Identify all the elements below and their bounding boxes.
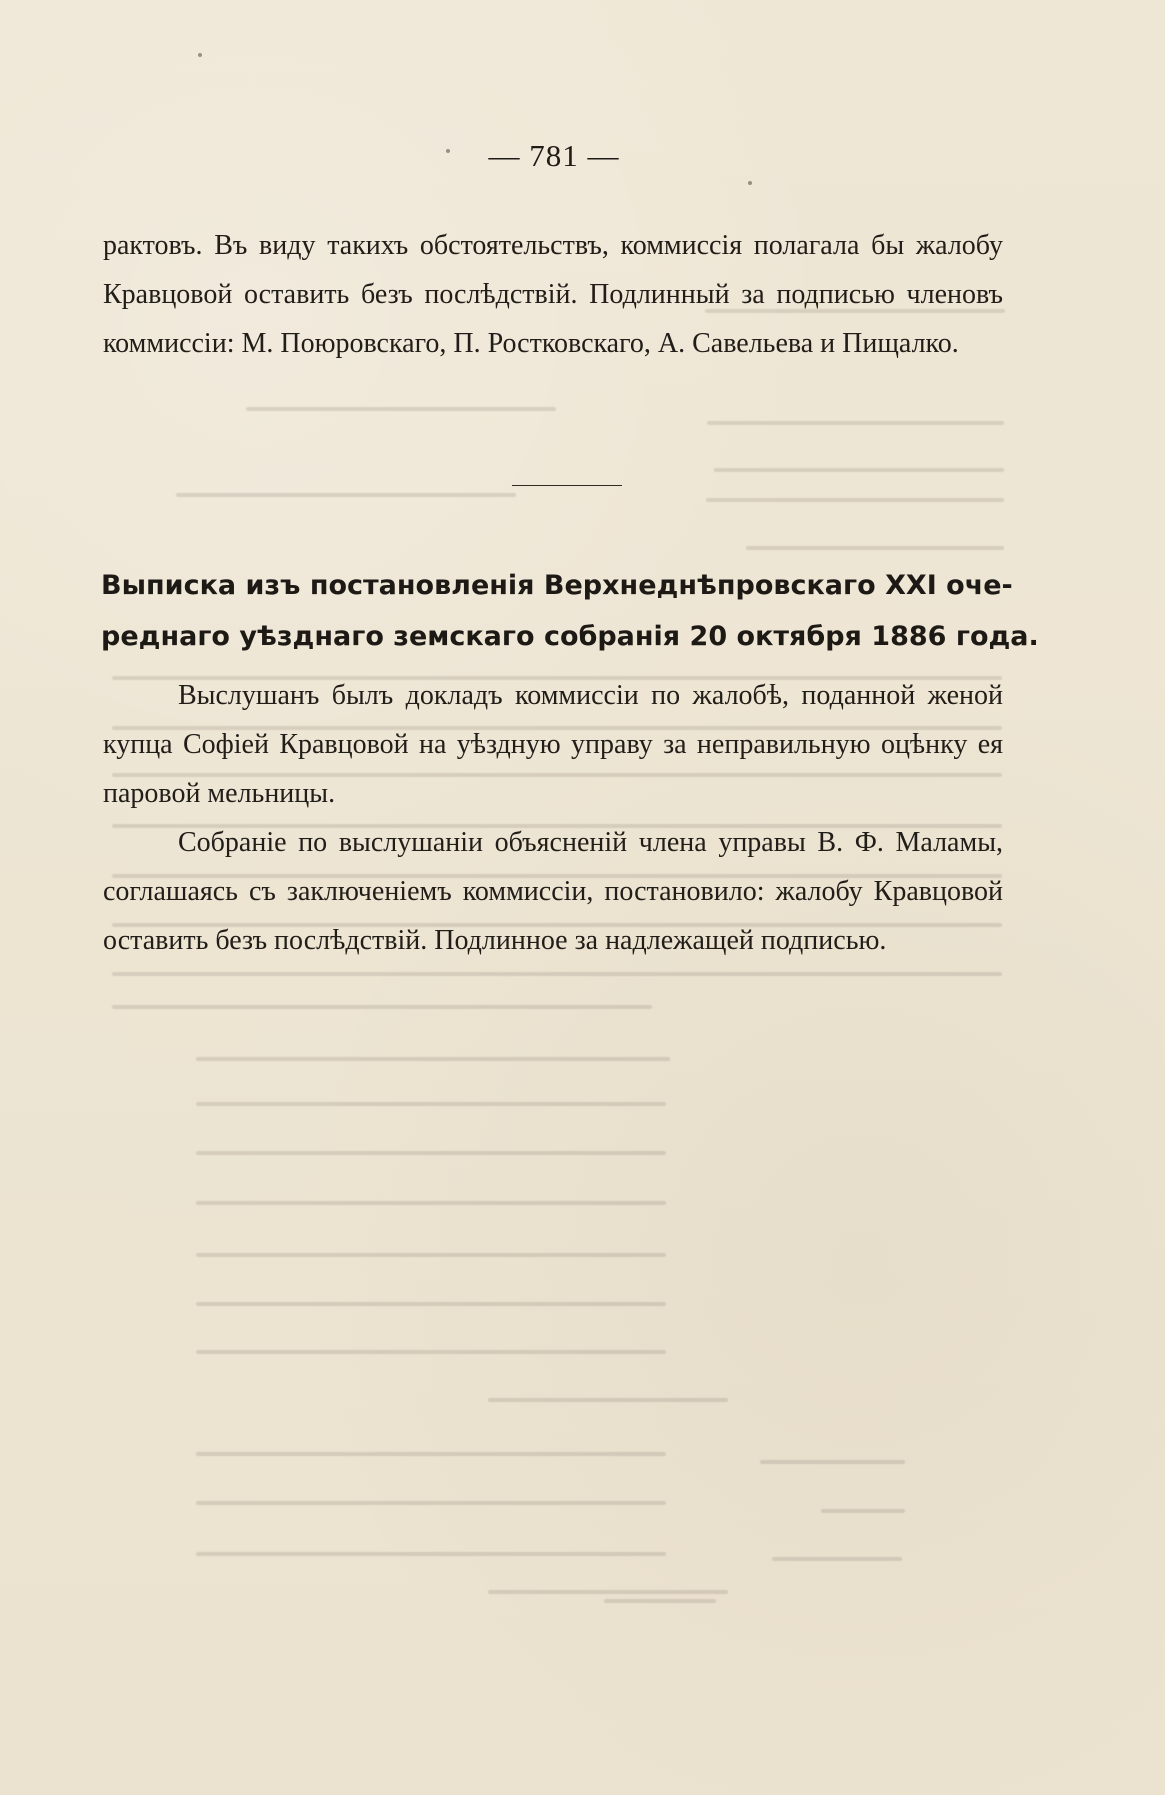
scan-speck <box>748 181 752 185</box>
bleed-through-line <box>196 1452 666 1456</box>
section-heading-line-1: Выписка изъ постановленія Верхнеднѣпровскаго XXI оче- <box>101 570 1013 601</box>
bleed-through-line <box>821 1509 905 1513</box>
bleed-through-line <box>196 1102 666 1106</box>
bleed-through-line <box>196 1501 666 1505</box>
top-paragraph <box>103 221 1003 368</box>
bleed-through-line <box>196 1151 666 1155</box>
bleed-through-line <box>196 1201 666 1205</box>
bleed-through-line <box>604 1599 716 1603</box>
bleed-through-line <box>246 407 556 411</box>
bleed-through-line <box>760 1460 905 1464</box>
bleed-through-line <box>196 1552 666 1556</box>
bleed-through-line <box>746 546 1004 550</box>
bleed-through-line <box>112 1005 652 1009</box>
section-paragraph-1: Выслушанъ былъ докладъ коммиссіи по жалобѣ, поданной женой купца Софіей Кравцовой на уѣздную управу за неправильную оцѣнку ея паровой мельницы. <box>103 680 1003 809</box>
top-paragraph-text: рактовъ. Въ виду такихъ обстоятельствъ, коммиссія полагала бы жалобу Кравцовой оставить безъ послѣдствій. Подлинный за подписью членовъ коммиссіи: М. Поюровскаго, П. Ростковскаго, А. Савельева и Пищалко. <box>103 230 1003 359</box>
section-heading-line-2: реднаго уѣзднаго земскаго собранія 20 октября 1886 года. <box>101 621 1039 652</box>
bleed-through-line <box>707 421 1004 425</box>
bleed-through-line <box>488 1398 728 1402</box>
bleed-through-line <box>112 972 1002 976</box>
section-divider <box>512 485 622 486</box>
bleed-through-line <box>488 1590 728 1594</box>
bleed-through-line <box>706 498 1004 502</box>
scan-speck <box>198 53 202 57</box>
page-number: — 781 — <box>488 138 620 173</box>
bleed-through-line <box>714 468 1004 472</box>
bleed-through-line <box>196 1057 670 1061</box>
section-body <box>103 671 1003 965</box>
bleed-through-line <box>196 1302 666 1306</box>
section-paragraph-2: Собраніе по выслушаніи объясненій члена управы В. Ф. Маламы, соглашаясь съ заключеніемъ коммиссіи, постановило: жалобу Кравцовой оставить безъ послѣдствій. Подлинное за надлежащей подписью. <box>103 827 1003 956</box>
bleed-through-line <box>772 1557 902 1561</box>
bleed-through-line <box>196 1253 666 1257</box>
bleed-through-line <box>176 493 516 497</box>
scan-speck <box>446 149 450 153</box>
section-heading <box>101 560 1039 662</box>
bleed-through-line <box>196 1350 666 1354</box>
